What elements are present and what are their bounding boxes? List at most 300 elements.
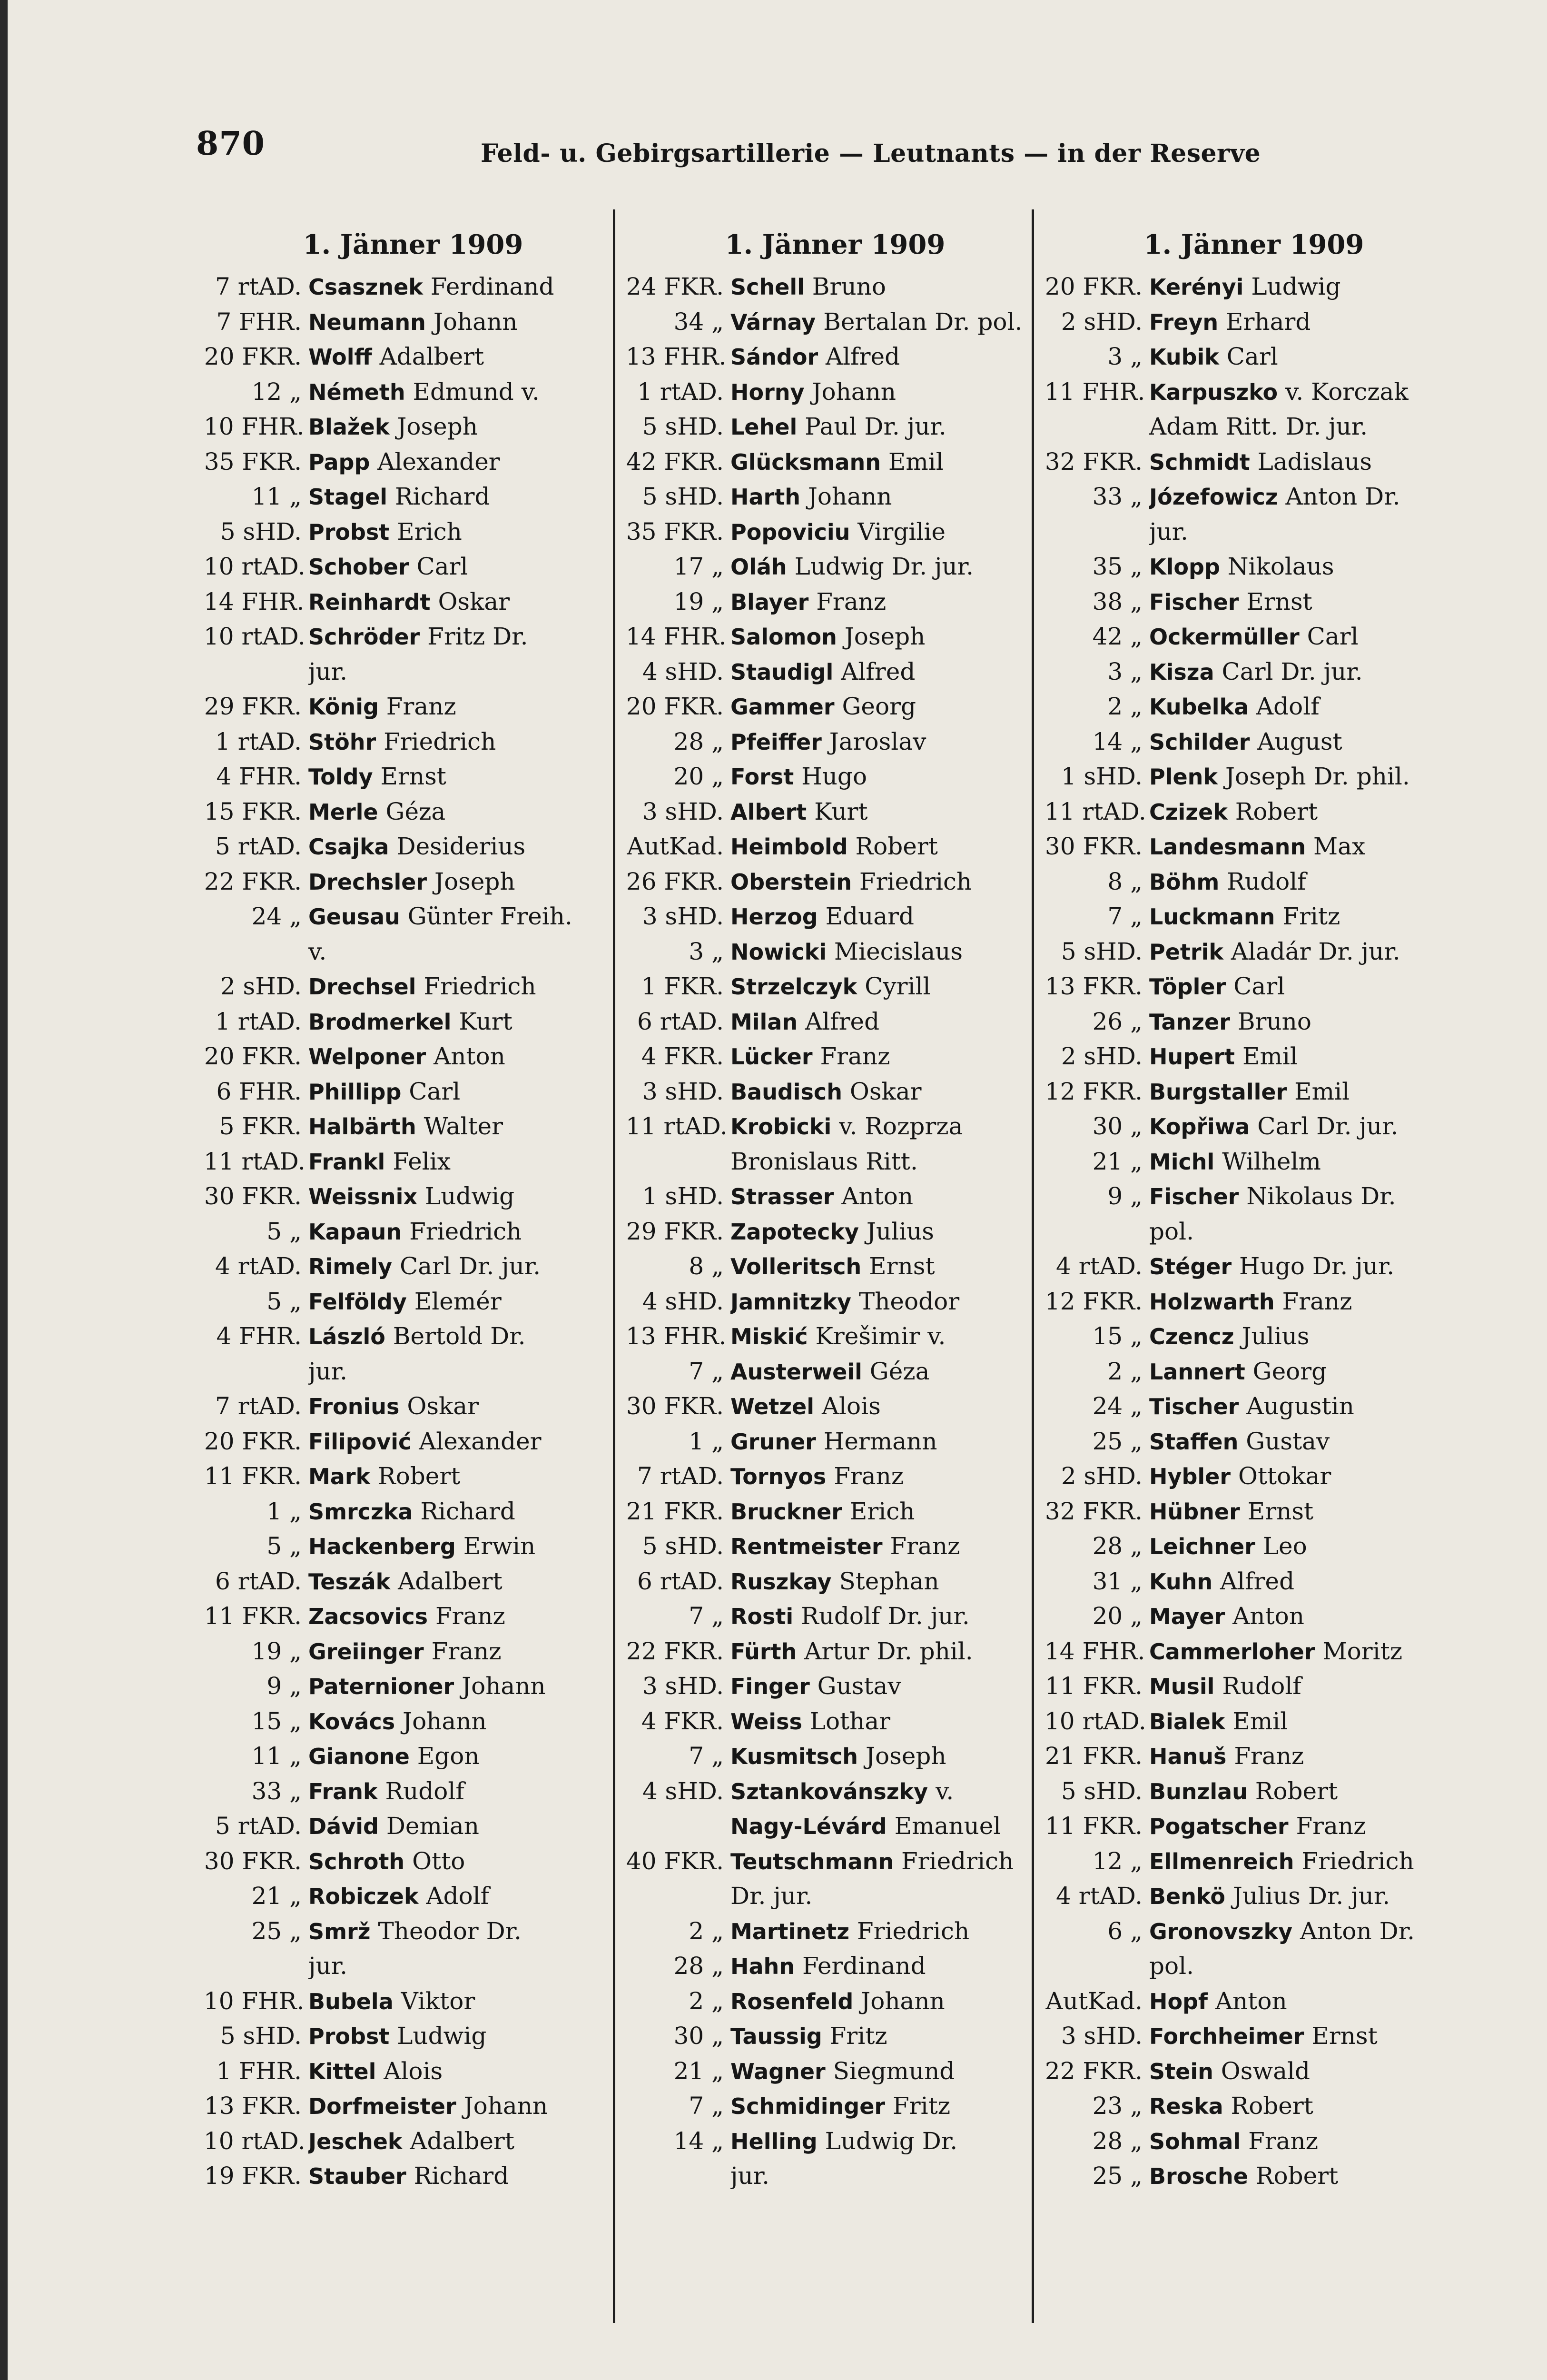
- given-name: Fritz: [893, 2092, 951, 2120]
- surname: Csasznek: [308, 274, 423, 300]
- officer-name: [730, 339, 1044, 375]
- column-title: 1. Jänner 1909: [725, 229, 946, 260]
- unit-rank: AutKad.: [627, 833, 724, 860]
- list-item: [626, 2089, 1044, 2124]
- given-name: Artur Dr. phil.: [804, 1637, 973, 1665]
- unit-rank: 35 FKR.: [626, 517, 724, 545]
- unit-rank: 13 FHR.: [626, 343, 727, 370]
- unit-rank: 11 FKR.: [204, 1602, 302, 1630]
- given-name: Robert: [1235, 797, 1318, 825]
- unit-rank: [204, 934, 308, 970]
- unit-rank: 26 FKR.: [626, 867, 724, 895]
- officer-name: [308, 1074, 622, 1110]
- unit-rank: 21 „: [673, 2057, 724, 2085]
- officer-name: [1149, 1949, 1463, 1984]
- given-name: v.: [308, 937, 327, 965]
- list-item: [204, 479, 622, 515]
- unit-rank: 7 „: [689, 1357, 724, 1385]
- unit-rank: 5 sHD.: [1061, 937, 1143, 965]
- given-name: Otto: [412, 1847, 465, 1875]
- unit-rank: 20 FKR.: [204, 343, 302, 370]
- list-item: [626, 1669, 1044, 1704]
- given-name: Bertold Dr.: [393, 1322, 526, 1350]
- surname: Probst: [308, 519, 390, 545]
- officer-name: [1149, 1739, 1463, 1774]
- list-item: [204, 654, 622, 690]
- unit-rank: 4 FKR.: [641, 1042, 724, 1070]
- list-item: [204, 1179, 622, 1214]
- surname: Reska: [1149, 2093, 1223, 2119]
- list-item: [626, 689, 1044, 724]
- given-name: Alfred: [1220, 1567, 1295, 1595]
- surname: Rosenfeld: [730, 1988, 854, 2014]
- list-item: [626, 1774, 1044, 1809]
- unit-rank: 34 „: [673, 307, 724, 336]
- list-item: [204, 1984, 622, 2019]
- surname: Hübner: [1149, 1498, 1240, 1525]
- surname: Fischer: [1149, 1184, 1239, 1210]
- given-name: Oskar: [407, 1392, 479, 1420]
- given-name: Kurt: [459, 1007, 512, 1035]
- list-item: [626, 2159, 1044, 2194]
- officer-name: [730, 1844, 1044, 1879]
- unit-rank: 12 FKR.: [1044, 1287, 1143, 1315]
- list-item: [204, 269, 622, 305]
- list-item: [626, 1249, 1044, 1284]
- unit-rank: 4 rtAD.: [1055, 1252, 1143, 1280]
- surname: Papp: [308, 449, 370, 475]
- officer-name: [308, 864, 622, 900]
- column-title: 1. Jänner 1909: [303, 229, 523, 260]
- list-item: [204, 2054, 622, 2089]
- unit-rank: 11 rtAD.: [204, 1147, 305, 1175]
- surname: Staudigl: [730, 659, 834, 685]
- officer-name: [308, 829, 622, 864]
- unit-rank: 13 FKR.: [204, 2092, 302, 2120]
- list-item: [626, 1879, 1044, 1914]
- unit-rank: 10 rtAD.: [1044, 1707, 1146, 1735]
- officer-name: [308, 1284, 622, 1319]
- unit-rank: 30 „: [673, 2022, 724, 2050]
- officer-name: [730, 515, 1044, 550]
- given-name: Emil: [1232, 1707, 1288, 1735]
- unit-rank: [204, 1354, 308, 1389]
- list-item: [626, 1074, 1044, 1110]
- surname: Strzelczyk: [730, 974, 857, 1000]
- surname: Stéger: [1149, 1254, 1232, 1279]
- officer-name: [308, 1879, 622, 1914]
- officer-name: [308, 899, 622, 934]
- given-name: Franz: [1248, 2127, 1319, 2155]
- given-name: Anton: [1232, 1602, 1304, 1630]
- officer-name: [308, 1669, 622, 1704]
- list-item: [626, 1564, 1044, 1599]
- unit-rank: 14 FHR.: [204, 587, 305, 615]
- given-name: Hermann: [823, 1427, 937, 1455]
- surname: Czizek: [1149, 799, 1228, 825]
- unit-rank: 2 sHD.: [1061, 1462, 1143, 1490]
- unit-rank: 1 sHD.: [642, 1182, 724, 1210]
- surname: Milan: [730, 1009, 798, 1035]
- surname: Michl: [1149, 1149, 1215, 1175]
- list-item: [1044, 375, 1463, 410]
- surname: Hybler: [1149, 1464, 1231, 1489]
- officer-name: [1149, 934, 1463, 970]
- officer-name: [1149, 375, 1463, 410]
- list-item: [204, 2124, 622, 2159]
- unit-rank: 31 „: [1092, 1567, 1143, 1595]
- officer-name: [308, 409, 622, 445]
- given-name: Richard: [420, 1497, 515, 1525]
- officer-name: [308, 1109, 622, 1144]
- unit-rank: AutKad.: [1045, 1987, 1143, 2015]
- unit-rank: 4 FHR.: [216, 763, 302, 790]
- given-name: Franz: [834, 1462, 904, 1490]
- surname: Drechsler: [308, 869, 427, 895]
- given-name: Emil: [1242, 1042, 1298, 1070]
- list-item: [626, 1004, 1044, 1040]
- unit-rank: 5 sHD.: [642, 483, 724, 510]
- given-name: Adam Ritt. Dr. jur.: [1149, 413, 1368, 440]
- surname: Harth: [730, 484, 800, 510]
- unit-rank: 1 „: [689, 1427, 724, 1455]
- unit-rank: 29 FKR.: [204, 693, 302, 720]
- given-name: Erwin: [463, 1532, 536, 1560]
- list-item: [204, 1109, 622, 1144]
- surname: Taussig: [730, 2023, 822, 2049]
- given-name: Johann: [433, 307, 518, 336]
- unit-rank: 21 „: [1092, 1147, 1143, 1175]
- given-name: jur.: [308, 657, 348, 685]
- surname: Heimbold: [730, 834, 848, 860]
- list-item: [204, 934, 622, 970]
- unit-rank: 30 FKR.: [204, 1847, 302, 1875]
- list-item: [626, 1634, 1044, 1669]
- list-item: [626, 585, 1044, 620]
- list-item: [626, 1459, 1044, 1494]
- unit-rank: 1 „: [266, 1497, 302, 1525]
- officer-name: [308, 479, 622, 515]
- surname: Rosti: [730, 1604, 794, 1629]
- surname: Kerényi: [1149, 274, 1244, 300]
- list-item: [1044, 1109, 1463, 1144]
- unit-rank: [1044, 1214, 1149, 1250]
- surname: Józefowicz: [1149, 484, 1278, 510]
- given-name: Friedrich: [384, 727, 496, 755]
- officer-name: [1149, 1844, 1463, 1879]
- unit-rank: [1044, 515, 1149, 550]
- given-name: August: [1257, 727, 1342, 755]
- unit-rank: 28 „: [1092, 2127, 1143, 2155]
- officer-name: [1149, 1914, 1463, 1949]
- given-name: Ladislaus: [1257, 447, 1372, 476]
- unit-rank: 8 „: [689, 1252, 724, 1280]
- list-item: [1044, 2054, 1463, 2089]
- surname: Martinetz: [730, 1918, 849, 1944]
- unit-rank: 5 FKR.: [219, 1112, 302, 1140]
- given-name: Ludwig Dr.: [825, 2127, 958, 2155]
- unit-rank: 10 FHR.: [204, 413, 305, 440]
- officer-name: [308, 1424, 622, 1459]
- list-item: [204, 1319, 622, 1354]
- unit-rank: 29 FKR.: [626, 1217, 724, 1245]
- given-name: Franz: [1282, 1287, 1352, 1315]
- surname: Bialek: [1149, 1708, 1225, 1735]
- unit-rank: 4 sHD.: [642, 1287, 724, 1315]
- surname: Klopp: [1149, 554, 1220, 580]
- list-item: [626, 1179, 1044, 1214]
- unit-rank: 7 rtAD.: [637, 1462, 724, 1490]
- given-name: Günter Freih.: [407, 902, 572, 930]
- list-item: [204, 1004, 622, 1040]
- list-item: [1044, 1144, 1463, 1180]
- list-item: [626, 654, 1044, 690]
- officer-name: [308, 969, 622, 1004]
- officer-name: [1149, 1004, 1463, 1040]
- list-item: [1044, 1809, 1463, 1844]
- surname: Weiss: [730, 1708, 802, 1735]
- surname: Landesmann: [1149, 834, 1306, 860]
- unit-rank: 11 rtAD.: [1044, 797, 1146, 825]
- officer-name: [730, 1949, 1044, 1984]
- list-item: [1044, 2089, 1463, 2124]
- list-item: [204, 1249, 622, 1284]
- surname: Schmidinger: [730, 2093, 886, 2119]
- given-name: Augustin: [1246, 1392, 1354, 1420]
- given-name: Ferdinand: [430, 273, 554, 300]
- list-item: [1044, 2019, 1463, 2054]
- given-name: Richard: [394, 483, 490, 510]
- surname: Forchheimer: [1149, 2023, 1304, 2049]
- given-name: Franz: [1296, 1812, 1366, 1840]
- officer-name: [308, 1774, 622, 1809]
- officer-name: [1149, 2124, 1463, 2159]
- given-name: jur.: [308, 1952, 348, 1980]
- list-item: [204, 1669, 622, 1704]
- surname: Holzwarth: [1149, 1289, 1275, 1315]
- list-item: [626, 864, 1044, 900]
- given-name: Fritz: [1282, 902, 1340, 930]
- given-name: Virgilie: [857, 517, 946, 545]
- given-name: Bronislaus Ritt.: [730, 1147, 918, 1175]
- given-name: Johann: [812, 377, 896, 406]
- surname: Dávid: [308, 1814, 379, 1839]
- officer-name: [1149, 1634, 1463, 1669]
- list-item: [626, 1424, 1044, 1459]
- officer-name: [308, 619, 622, 654]
- entry-list: [1044, 269, 1463, 2194]
- officer-name: [308, 724, 622, 760]
- list-item: [204, 409, 622, 445]
- officer-name: [1149, 864, 1463, 900]
- given-name: Johann: [462, 1672, 546, 1700]
- given-name: Anton: [434, 1042, 505, 1070]
- officer-name: [730, 1354, 1044, 1389]
- given-name: Rudolf: [1222, 1672, 1301, 1700]
- list-item: [626, 2054, 1044, 2089]
- given-name: Ludwig: [397, 2022, 487, 2050]
- officer-name: [308, 445, 622, 480]
- list-item: [626, 1354, 1044, 1389]
- unit-rank: 15 „: [251, 1707, 302, 1735]
- officer-name: [1149, 654, 1463, 690]
- officer-name: [1149, 1669, 1463, 1704]
- given-name: Oswald: [1221, 2057, 1311, 2085]
- officer-name: [730, 1984, 1044, 2019]
- given-name: Alois: [821, 1392, 881, 1420]
- list-item: [204, 864, 622, 900]
- unit-rank: 23 „: [1092, 2092, 1143, 2120]
- surname: Németh: [308, 379, 405, 405]
- given-name: Stephan: [839, 1567, 939, 1595]
- surname: Zacsovics: [308, 1604, 428, 1629]
- given-name: Carl: [409, 1077, 461, 1105]
- list-item: [626, 1809, 1044, 1844]
- given-name: Ernst: [1247, 1497, 1314, 1525]
- list-item: [204, 339, 622, 375]
- list-item: [1044, 864, 1463, 900]
- surname: Frankl: [308, 1149, 385, 1175]
- officer-name: [730, 1424, 1044, 1459]
- unit-rank: 1 rtAD.: [215, 727, 302, 755]
- unit-rank: 5 sHD.: [220, 2022, 302, 2050]
- officer-name: [730, 2054, 1044, 2089]
- list-item: [204, 1459, 622, 1494]
- given-name: Franz: [386, 693, 456, 720]
- surname: Kisza: [1149, 659, 1214, 685]
- unit-rank: 4 rtAD.: [215, 1252, 302, 1280]
- unit-rank: 22 FKR.: [626, 1637, 724, 1665]
- officer-name: [308, 1844, 622, 1879]
- surname: Kuhn: [1149, 1568, 1213, 1595]
- list-item: [1044, 1179, 1463, 1214]
- unit-rank: 7 „: [689, 1602, 724, 1630]
- list-item: [204, 549, 622, 585]
- unit-rank: 5 „: [266, 1217, 302, 1245]
- officer-name: [1149, 1284, 1463, 1319]
- unit-rank: 7 „: [689, 2092, 724, 2120]
- surname: Cammerloher: [1149, 1638, 1315, 1665]
- unit-rank: 3 „: [689, 937, 724, 965]
- surname: Petrik: [1149, 939, 1223, 965]
- surname: Sándor: [730, 344, 818, 370]
- officer-name: [730, 1459, 1044, 1494]
- list-item: [626, 1494, 1044, 1529]
- unit-rank: [626, 1809, 730, 1844]
- unit-rank: 15 „: [1092, 1322, 1143, 1350]
- officer-name: [730, 1004, 1044, 1040]
- unit-rank: 35 FKR.: [204, 447, 302, 476]
- given-name: Alois: [384, 2057, 443, 2085]
- given-name: Friedrich: [409, 1217, 522, 1245]
- given-name: Miecislaus: [834, 937, 963, 965]
- officer-name: [308, 1004, 622, 1040]
- list-item: [1044, 1984, 1463, 2019]
- given-name: Robert: [378, 1462, 461, 1490]
- officer-name: [308, 1354, 622, 1389]
- surname: Ellmenreich: [1149, 1848, 1294, 1874]
- given-name: Carl: [1226, 343, 1278, 370]
- surname: Popoviciu: [730, 519, 850, 545]
- list-item: [204, 1214, 622, 1250]
- given-name: Adalbert: [379, 343, 484, 370]
- list-item: [1044, 1599, 1463, 1634]
- list-item: [1044, 305, 1463, 340]
- surname: Staffen: [1149, 1428, 1239, 1455]
- unit-rank: 21 FKR.: [626, 1497, 724, 1525]
- surname: Brosche: [1149, 2163, 1248, 2189]
- unit-rank: 10 rtAD.: [204, 553, 305, 580]
- list-item: [626, 2124, 1044, 2159]
- officer-name: [1149, 689, 1463, 724]
- surname: Oberstein: [730, 869, 852, 895]
- officer-name: [1149, 1389, 1463, 1424]
- unit-rank: 1 sHD.: [1061, 763, 1143, 790]
- given-name: Johann: [861, 1987, 945, 2015]
- unit-rank: 28 „: [673, 727, 724, 755]
- given-name: Edmund v.: [413, 377, 540, 406]
- officer-name: [730, 1529, 1044, 1564]
- surname: Hupert: [1149, 1044, 1235, 1070]
- surname: Benkö: [1149, 1884, 1225, 1909]
- surname: Baudisch: [730, 1079, 842, 1105]
- given-name: Jaroslav: [829, 727, 926, 755]
- list-item: [1044, 549, 1463, 585]
- given-name: Richard: [414, 2162, 509, 2190]
- unit-rank: 20 FKR.: [204, 1042, 302, 1070]
- surname: Reinhardt: [308, 589, 431, 615]
- surname: Forst: [730, 764, 794, 790]
- surname: Gianone: [308, 1744, 410, 1769]
- list-item: [1044, 1424, 1463, 1459]
- officer-name: [730, 899, 1044, 934]
- surname: Gammer: [730, 694, 835, 720]
- surname: Lannert: [1149, 1359, 1245, 1385]
- surname: Sztankovánszky: [730, 1778, 928, 1805]
- given-name: Ottokar: [1238, 1462, 1331, 1490]
- officer-name: [730, 1809, 1044, 1844]
- surname: Lehel: [730, 414, 798, 440]
- unit-rank: 12 FKR.: [1044, 1077, 1143, 1105]
- unit-rank: 6 „: [1107, 1917, 1143, 1945]
- unit-rank: 11 FKR.: [204, 1462, 302, 1490]
- unit-rank: 2 sHD.: [1061, 1042, 1143, 1070]
- list-item: [626, 2019, 1044, 2054]
- officer-name: [1149, 1214, 1463, 1250]
- surname: Bunzlau: [1149, 1778, 1248, 1805]
- list-item: [1044, 1039, 1463, 1074]
- officer-name: [730, 1774, 1044, 1809]
- unit-rank: 5 rtAD.: [215, 833, 302, 860]
- surname: Gronovszky: [1149, 1918, 1293, 1944]
- list-item: [1044, 1914, 1463, 1949]
- surname: Schroth: [308, 1848, 405, 1874]
- given-name: Wilhelm: [1222, 1147, 1321, 1175]
- list-item: [626, 829, 1044, 864]
- surname: Sohmal: [1149, 2128, 1241, 2154]
- given-name: Joseph: [844, 623, 926, 650]
- officer-name: [308, 2019, 622, 2054]
- given-name: Robert: [855, 833, 938, 860]
- officer-name: [730, 724, 1044, 760]
- list-item: [204, 1494, 622, 1529]
- surname: Herzog: [730, 904, 818, 930]
- unit-rank: [1044, 1949, 1149, 1984]
- list-item: [1044, 619, 1463, 654]
- officer-name: [1149, 1564, 1463, 1599]
- given-name: Ludwig: [424, 1182, 515, 1210]
- officer-name: [308, 1599, 622, 1634]
